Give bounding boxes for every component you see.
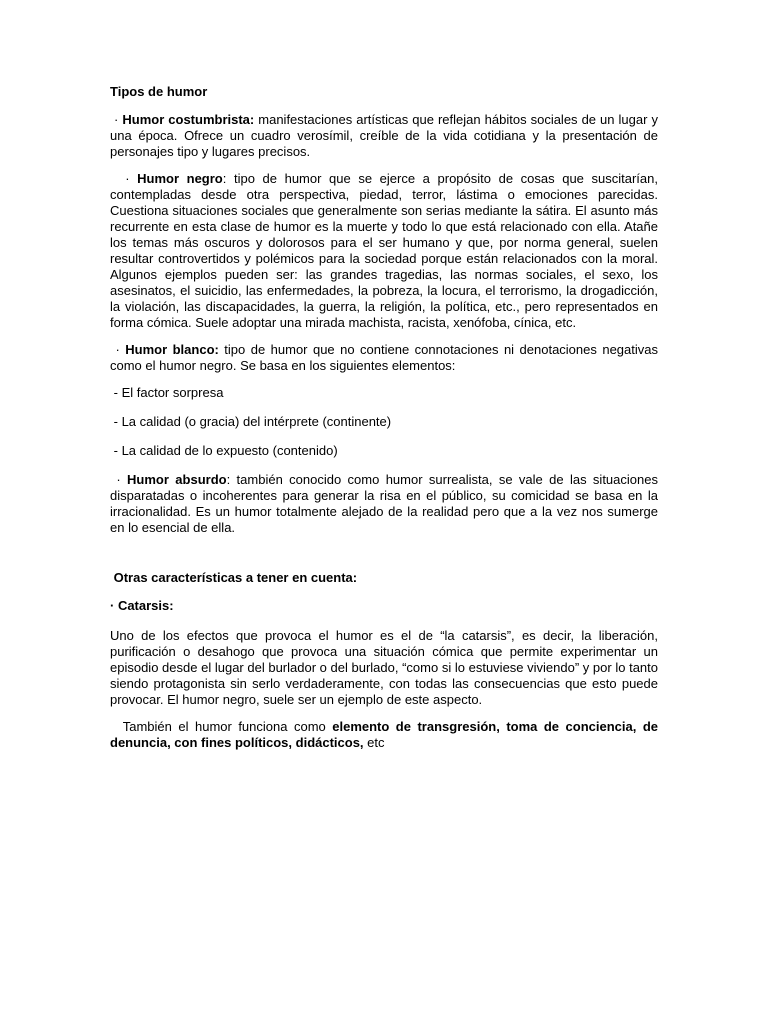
definition-humor-negro: : tipo de humor que se ejerce a propósito de cosas que suscitarían, contempladas desde otra perspectiva, piedad, terror, lástima o emociones parecidas. Cuestiona situaciones sociales que generalmente son serias mediante la sátira. El asunto más recurrente en esta clase de humor es la muerte y todo lo que está relacionado con ella. Atañe los temas más oscuros y dolorosos para el ser humano y que, por norma general, suelen resultar controvertidos y polémicos para la sociedad porque están relacionados con la moral. Algunos ejemplos pueden ser: las grandes tragedias, las normas sociales, el sexo, los asesinatos, el suicidio, las enfermedades, la pobreza, la locura, el terrorismo, la drogadicción, la violación, las discapacidades, la guerra, la religión, la política, etc., pero representados en forma cómica. Suele adoptar una mirada machista, racista, xenófoba, cínica, etc. [110, 171, 658, 330]
bullet-prefix: · [110, 342, 126, 357]
definition-humor-blanco: tipo de humor que no contiene connotaciones ni denotaciones negativas como el humor negro. Se basa en los siguientes elementos: [110, 342, 658, 373]
term-humor-negro: Humor negro [137, 171, 223, 186]
catarsis-paragraph: Uno de los efectos que provoca el humor es el de “la catarsis”, es decir, la liberación, purificación o desahogo que provoca una situación cómica que permite experimentar un episodio desde el lugar del burlador o del burlado, “como si lo estuviese viviendo” y por lo tanto siendo protagonista sin serlo verdaderamente, con todas las consecuencias que esto puede provocar. El humor negro, suele ser un ejemplo de este aspecto. [110, 628, 658, 707]
document-title: Tipos de humor [110, 84, 208, 99]
bullet-prefix: · [110, 472, 128, 487]
bullet-prefix: · [110, 112, 123, 127]
term-humor-costumbrista: Humor costumbrista: [122, 112, 255, 127]
element-factor-sorpresa: - El factor sorpresa [110, 385, 224, 400]
spacer [110, 547, 658, 570]
element-calidad-expuesto: - La calidad de lo expuesto (contenido) [110, 443, 338, 458]
document-page [110, 84, 658, 762]
final-bold: elemento de transgresión, toma de conciencia, de denuncia, con fines políticos, didácticos, [110, 719, 658, 750]
section-humor-absurdo [110, 472, 658, 536]
element-calidad-interprete: - La calidad (o gracia) del intérprete (continente) [110, 414, 392, 429]
final-lead: También el humor funciona como [110, 719, 333, 734]
section-humor-costumbrista [110, 112, 658, 160]
definition-humor-absurdo: : también conocido como humor surrealista, se vale de las situaciones disparatadas o incoherentes para generar la risa en el público, su comicidad se basa en la irracionalidad. Es un humor totalmente alejado de la realidad pero que a la vez nos sumerge en lo esencial de ella. [110, 472, 658, 535]
otras-caracteristicas-heading: Otras características a tener en cuenta: [110, 570, 358, 585]
catarsis-heading: · Catarsis: [110, 598, 174, 613]
section-humor-blanco [110, 342, 658, 374]
section-humor-negro [110, 171, 658, 331]
term-humor-blanco: Humor blanco: [125, 342, 219, 357]
term-humor-absurdo: Humor absurdo [127, 472, 227, 487]
final-paragraph [110, 719, 658, 751]
definition-humor-costumbrista: manifestaciones artísticas que reflejan hábitos sociales de un lugar y una época. Ofrece un cuadro verosímil, creíble de la vida cotidiana y la presentación de personajes tipo y lugares precisos. [110, 112, 658, 159]
final-tail: etc [363, 735, 385, 750]
bullet-prefix: · [110, 171, 138, 186]
